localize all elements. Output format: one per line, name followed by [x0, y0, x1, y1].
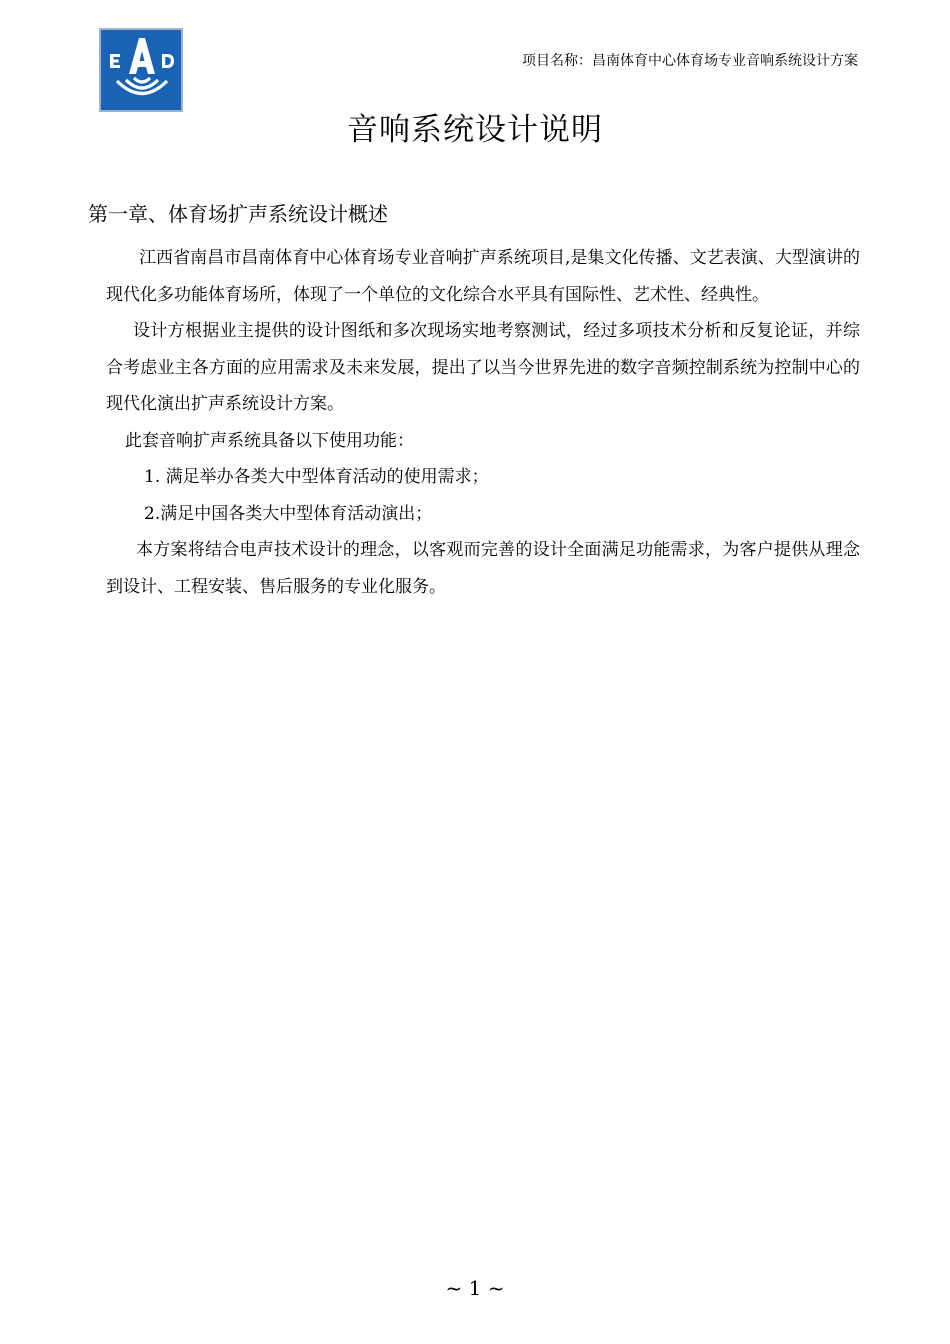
list-item: 1. 满足举办各类大中型体育活动的使用需求；	[144, 467, 489, 487]
document-title: 音响系统设计说明	[347, 112, 603, 148]
document-body	[106, 240, 860, 605]
company-logo	[99, 28, 183, 112]
paragraph-intro: 江西省南昌市昌南体育中心体育场专业音响扩声系统项目,是集文化传播、文艺表演、大型演讲的现代化多功能体育场所，体现了一个单位的文化综合水平具有国际性、艺术性、经典性。	[106, 248, 860, 305]
chapter-heading: 第一章、体育场扩声系统设计概述	[88, 202, 388, 226]
page-number: ~ 1 ~	[445, 1276, 505, 1300]
project-label: 项目名称：	[522, 53, 592, 69]
paragraph-conclusion: 本方案将结合电声技术设计的理念，以客观而完善的设计全面满足功能需求，为客户提供从理念到设计、工程安装、售后服务的专业化服务。	[106, 540, 860, 597]
header-project-name	[522, 50, 858, 70]
list-item: 2.满足中国各类大中型体育活动演出；	[144, 503, 433, 524]
paragraph-functions-intro: 此套音响扩声系统具备以下使用功能：	[125, 430, 414, 451]
ead-logo-icon	[101, 30, 181, 110]
paragraph-design: 设计方根据业主提供的设计图纸和多次现场实地考察测试，经过多项技术分析和反复论证，并综合考虑业主各方面的应用需求及未来发展，提出了以当今世界先进的数字音频控制系统为控制中心的现代化演出扩声系统设计方案。	[106, 321, 860, 414]
project-name: 昌南体育中心体育场专业音响系统设计方案	[592, 53, 858, 69]
